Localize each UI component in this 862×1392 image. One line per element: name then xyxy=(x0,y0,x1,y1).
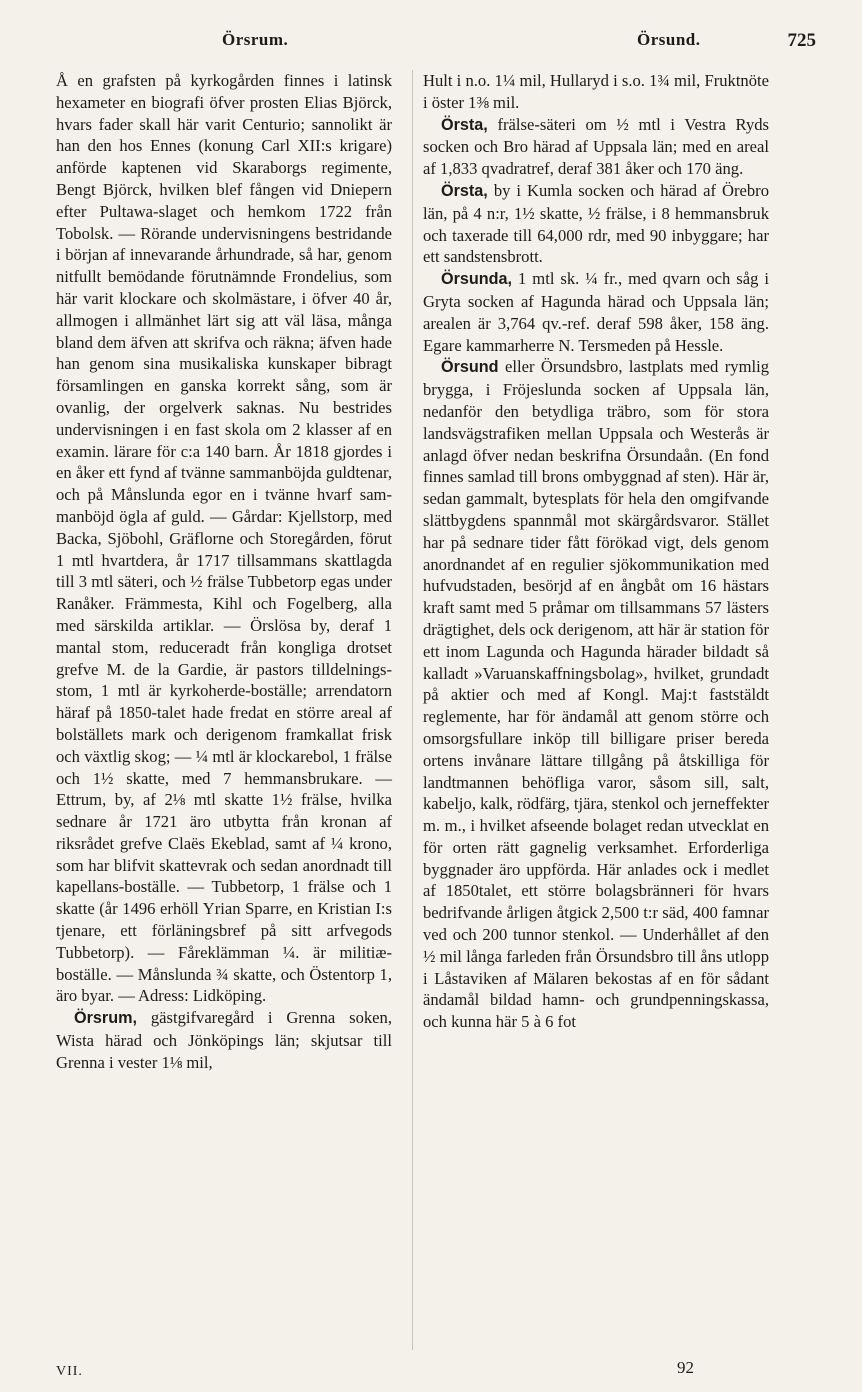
entry-orsrum xyxy=(56,1007,392,1073)
entry-text: frälse-säteri om ½ mtl i Vestra Ryds socken och Bro härad af Uppsala län; med en areal af 1,833 qvadratref, deraf 381 åker och 170 äng. xyxy=(423,114,769,179)
right-intro: Hult i n.o. 1¼ mil, Hullaryd i s.o. 1¾ mil, Fruktnöte i öster 1⅜ mil. xyxy=(423,71,769,112)
running-head-left: Örsrum. xyxy=(222,30,289,49)
entry-text-orsrum: gästgifvaregård i Grenna soken, Wista härad och Jönköpings län; skjutsar till Grenna i vester 1⅛ mil, xyxy=(56,1008,392,1072)
left-paragraph: Å en grafsten på kyrkogården finnes i latinsk hexameter en biografi öfver prosten Elias Björck, hvars fader skall här varit Centurio; sannolikt är han den hos Ennes (konung Carl XII:s krigare) anförde kaptenen vid Skaraborgs regimente, Bengt Björck, hvilken blef fången vid Dniepern efter Pultawa-slaget och hemkom 1722 från Tobolsk. — Rörande undervisningens bestridande i början af innevarande århundrade, så har, genom nitfullt bemödande förutnämnde Frondelius, som här varit klockare och skolmästare, i öfver 40 år, allmogen i allmänhet lärt sig att väl läsa, många bland dem äfven att skrifva och räkna; äfven hade han genom sina musikaliska kunskaper bibragt församlingen en ganska korrekt sång, som är ovanlig, der orgelverk saknas. Nu bestrides undervisningen i en fast skola om 2 klasser af en examin. lärare för c:a 140 barn. År 1818 gjordes i en åker ett fynd af tvänne sammanböjda guldtenar, och på Månslunda egor en i tvänne hvarf sammanböjd ögla af guld. — Gårdar: Kjellstorp, med Backa, Sjöbohl, Gräflorne och Storegården, förut 1 mtl hvartdera, år 1717 tillsammans skattlagda till 3 mtl säteri, och ½ frälse Tubbetorp egas under Ranåker. Främmesta, Kihl och Fogelberg, alla med särskilda artiklar. — Örslösa by, deraf 1 mantal stom, reduceradt från kongliga drotset grefve M. de la Gardie, är pastors tilldelningsstom, 1 mtl är kyrkoherde-boställe; arrendatorn häraf på 1850-talet hade fredat en större areal af bolställets mark och derigenom framkallat frisk och växtlig skog; — ¼ mtl är klockarebol, 1 frälse och 1½ skatte, med 7 hemmansbrukare. — Ettrum, by, af 2⅛ mtl skatte 1½ frälse, hvilka sednare år 1721 äro utbytta från kronan af riksrådet grefve Claës Ekeblad, samt af ¼ krono, som har blifvit skattevrak och sedan anordnadt till kapellans-boställe. — Tubbetorp, 1 frälse och 1 skatte (år 1496 erhöll Yrian Sparre, en Kristian I:s tjenare, ett förläningsbref på sitt arfvegods Tubbetorp). — Fåreklämman ¼. är militiæ-boställe. — Månslunda ¾ skatte, och Östentorp 1, äro byar. — Adress: Lidköping. xyxy=(56,71,392,1006)
entry-orsund xyxy=(423,356,769,1033)
running-head-right: Örsund. xyxy=(637,30,701,49)
right-column xyxy=(423,70,769,1033)
entry-head-orsrum: Örsrum, xyxy=(74,1009,137,1028)
entry-head: Örsund xyxy=(441,358,499,377)
page-number: 725 xyxy=(787,30,816,51)
entry-text: eller Örsundsbro, lastplats med rymlig brygga, i Fröjeslunda socken af Uppsala län, nedanför den betydliga träbro, som för stora landsvägstrafiken mellan Uppsala och Westerås är anlagd öfver nedan beskrifna Örsundaån. (En fond finnes samlad till brons ombyggnad af sten). Här är, sedan gammalt, bytesplats för hela den omgifvande slättbygdens spannmål mot skärgårdsvaror. Stället har på sednare tider fått förökad vigt, dels genom anordnandet af en regulier sjökommunikation med hufvudstaden, besörjd af en ångbåt om 16 hästars kraft samt med 5 pråmar om tillsammans 57 lästers drägtighet, dels ock derigenom, att här är station för ett inom Lagunda och Hagunda härader bildadt så kalladt »Varuanskaffningsbolag», hvilket, grundadt på aktier och med af Kongl. Maj:t faststäldt reglemente, har för ändamål att genom större och omsorgsfullare inköp till billigare priser bereda ortens invånare lättare tillgång på åtskilliga för landtmannen behöfliga varor, såsom sill, salt, kabeljo, kalk, rödfärg, tjära, stenkol och jerneffekter m. m., i hvilket afseende bolaget redan utvecklat en för orten rätt gagnelig verksamhet. Erforderliga byggnader äro uppförda. Här anlades ock i medlet af 1850talet, ett större bolagsbränneri för hvars bedrifvande årligen åtgick 2,500 t:r säd, 400 famnar ved och 200 tunnor stenkol. — Underhållet af den ½ mil långa farleden från Örsundsbro till åns utlopp i Låstaviken af Mälaren bekostas af en för sådant ändamål bildad hamn- och grundpenningskassa, och kunna här 5 à 6 fot xyxy=(423,357,769,1032)
entry-text: by i Kumla socken och härad af Örebro län, på 4 n:r, 1½ skatte, ½ frälse, i 8 hemmansbruk och taxerade till 64,000 rdr, med 90 inbyggare; har ett sandstensbrott. xyxy=(423,180,769,267)
entry-orsta-1 xyxy=(423,114,769,180)
entry-text: 1 mtl sk. ¼ fr., med qvarn och såg i Gryta socken af Hagunda härad och Uppsala län; arealen är 3,764 qv.-ref. deraf 598 åker, 158 äng. Egare kammarherre N. Tersmeden på Hessle. xyxy=(423,269,769,355)
entry-head: Örsta, xyxy=(441,181,488,200)
column-divider xyxy=(412,70,413,1350)
entry-orsunda xyxy=(423,268,769,356)
entry-head: Örsta, xyxy=(441,115,488,134)
entry-orsta-2 xyxy=(423,180,769,268)
page-header xyxy=(52,30,816,62)
sheet-signature: VII. xyxy=(56,1364,83,1379)
sheet-number: 92 xyxy=(677,1358,694,1377)
left-column xyxy=(56,70,392,1074)
entry-head: Örsunda, xyxy=(441,270,513,289)
